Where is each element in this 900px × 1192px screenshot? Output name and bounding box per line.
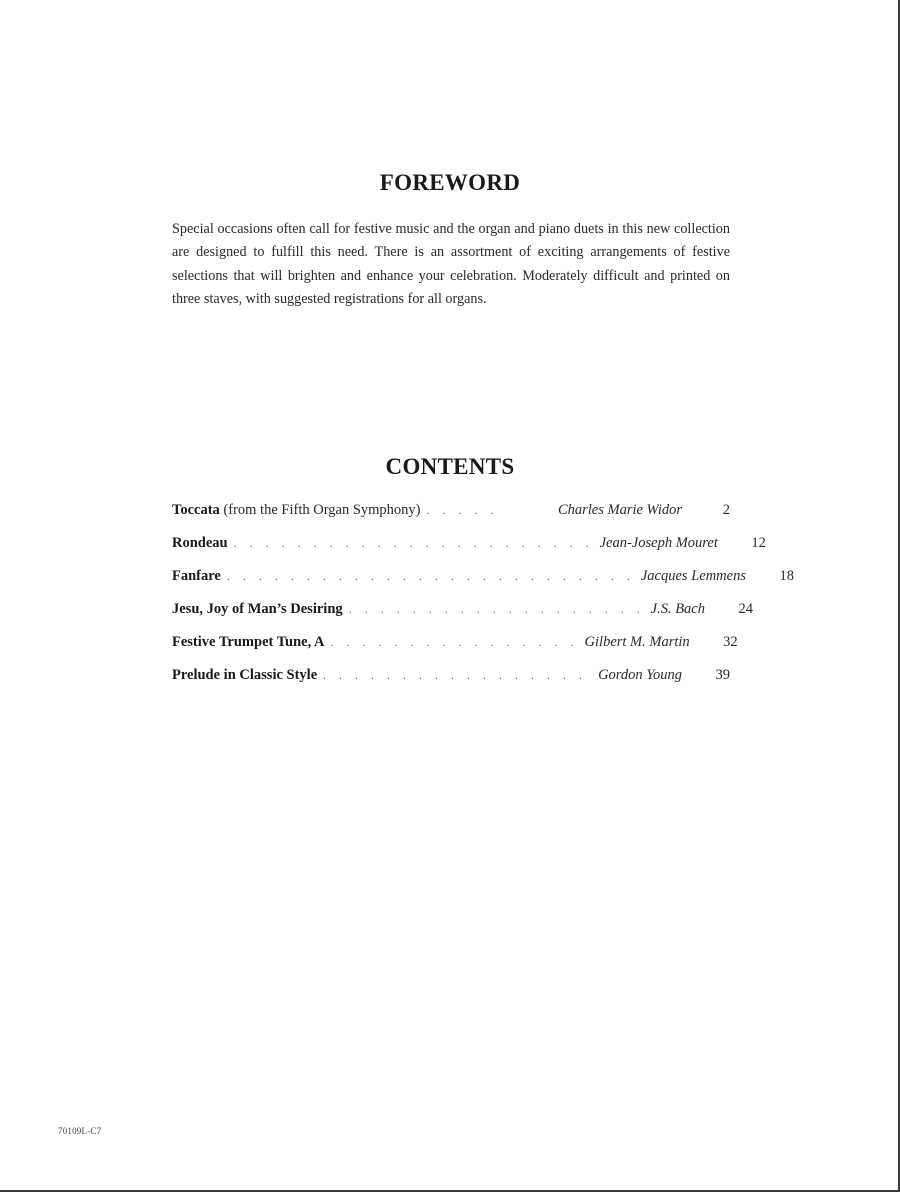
footer-catalog-code: 70109L-C7 (58, 1126, 102, 1136)
toc-entry-title: Jesu, Joy of Man’s Desiring (172, 601, 343, 617)
toc-leader-dots: . . . . . . . . . . . . . . . . (330, 635, 579, 649)
toc-entry-title: Prelude in Classic Style (172, 667, 318, 683)
toc-entry-title: Fanfare (172, 568, 221, 584)
toc-leader-dots: . . . . . . . . . . . . . . . . . . . (348, 602, 645, 616)
toc-entry-page-number: 18 (779, 568, 794, 584)
toc-entry-composer: Jacques Lemmens (640, 568, 746, 584)
toc-entry-page-number: 12 (751, 535, 766, 551)
toc-entry-composer: Charles Marie Widor (557, 502, 682, 518)
toc-leader-dots: . . . . . (426, 503, 499, 517)
toc-leader-dots: . . . . . . . . . . . . . . . . . . . . . . . . . . (226, 569, 635, 583)
contents-heading: CONTENTS (385, 454, 515, 479)
toc-entry-rondeau[interactable] (172, 535, 766, 568)
toc-entry-composer: Jean-Joseph Mouret (599, 535, 718, 551)
toc-entry-festive-trumpet-tune[interactable] (172, 634, 738, 667)
toc-entry-title: Toccata (from the Fifth Organ Symphony) (172, 502, 421, 518)
toc-entry-title: Rondeau (172, 535, 228, 551)
toc-entry-fanfare[interactable] (172, 568, 794, 601)
toc-leader-dots: . . . . . . . . . . . . . . . . . (323, 668, 588, 682)
toc-entry-title: Festive Trumpet Tune, A (172, 634, 325, 650)
foreword-body-text: Special occasions often call for festive music and the organ and piano duets in this new collection are designed to fulfill this need. There is an assortment of exciting arrangements of festive selections that will brighten and enhance your celebration. Moderately difficult and printed on three staves, with suggested registrations for all organs. (172, 221, 730, 307)
toc-entry-toccata[interactable] (172, 502, 730, 535)
toc-entry-page-number: 2 (722, 502, 730, 518)
toc-entry-page-number: 24 (738, 601, 753, 617)
toc-entry-prelude-classic-style[interactable] (172, 667, 730, 700)
foreword-heading: FOREWORD (379, 170, 521, 195)
toc-entry-jesu-joy[interactable] (172, 601, 753, 634)
table-of-contents (172, 502, 794, 700)
toc-entry-page-number: 39 (715, 667, 730, 683)
toc-entry-page-number: 32 (723, 634, 738, 650)
toc-leader-dots: . . . . . . . . . . . . . . . . . . . . . . . (233, 536, 594, 550)
toc-entry-subtitle: (from the Fifth Organ Symphony) (223, 502, 421, 518)
toc-entry-composer: J.S. Bach (650, 601, 705, 617)
toc-entry-composer: Gilbert M. Martin (584, 634, 690, 650)
toc-entry-composer: Gordon Young (598, 667, 682, 683)
